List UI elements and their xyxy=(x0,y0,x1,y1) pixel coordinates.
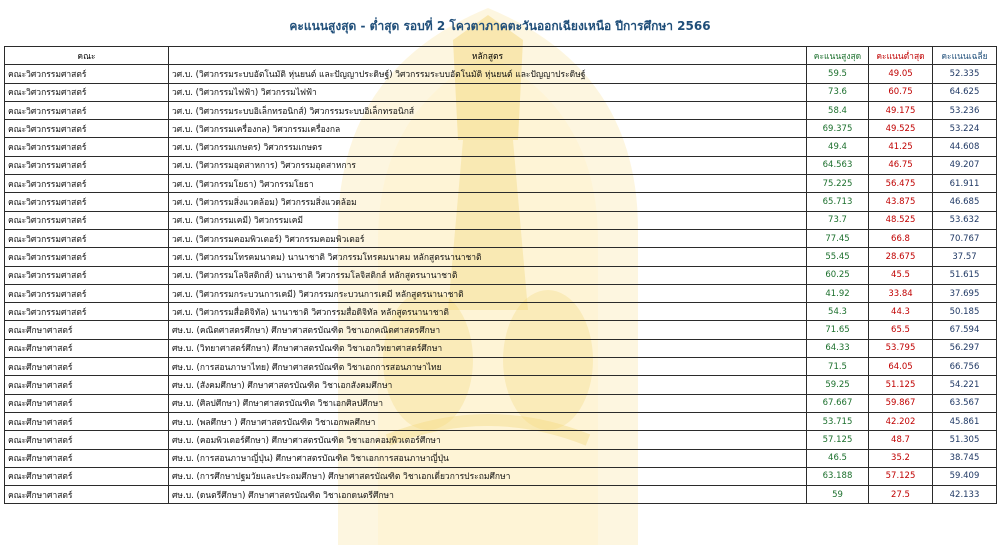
max-score-cell: 67.667 xyxy=(807,394,869,412)
faculty-cell: คณะศึกษาศาสตร์ xyxy=(5,486,169,504)
table-row xyxy=(5,486,997,504)
min-score-cell: 27.5 xyxy=(869,486,933,504)
table-row xyxy=(5,193,997,211)
avg-score-cell: 49.207 xyxy=(933,156,997,174)
faculty-cell: คณะวิศวกรรมศาสตร์ xyxy=(5,120,169,138)
program-cell: ศษ.บ. (การสอนภาษาไทย) ศึกษาศาสตรบัณฑิต วิชาเอกการสอนภาษาไทย xyxy=(169,358,807,376)
avg-score-cell: 51.305 xyxy=(933,431,997,449)
program-cell: วศ.บ. (วิศวกรรมโทรคมนาคม) นานาชาติ วิศวกรรมโทรคมนาคม หลักสูตรนานาชาติ xyxy=(169,248,807,266)
faculty-cell: คณะวิศวกรรมศาสตร์ xyxy=(5,138,169,156)
table-row xyxy=(5,229,997,247)
avg-score-cell: 66.756 xyxy=(933,358,997,376)
avg-score-cell: 45.861 xyxy=(933,412,997,430)
faculty-cell: คณะศึกษาศาสตร์ xyxy=(5,431,169,449)
table-header-row xyxy=(5,47,997,65)
table-body xyxy=(5,65,997,504)
program-cell: วศ.บ. (วิศวกรรมเกษตร) วิศวกรรมเกษตร xyxy=(169,138,807,156)
faculty-cell: คณะวิศวกรรมศาสตร์ xyxy=(5,175,169,193)
avg-score-cell: 63.567 xyxy=(933,394,997,412)
min-score-cell: 28.675 xyxy=(869,248,933,266)
faculty-cell: คณะศึกษาศาสตร์ xyxy=(5,449,169,467)
max-score-cell: 73.6 xyxy=(807,83,869,101)
table-row xyxy=(5,358,997,376)
avg-score-cell: 64.625 xyxy=(933,83,997,101)
min-score-cell: 33.84 xyxy=(869,284,933,302)
faculty-cell: คณะวิศวกรรมศาสตร์ xyxy=(5,229,169,247)
max-score-cell: 59.5 xyxy=(807,65,869,83)
max-score-cell: 41.92 xyxy=(807,284,869,302)
min-score-cell: 57.125 xyxy=(869,467,933,485)
avg-score-cell: 42.133 xyxy=(933,486,997,504)
max-score-cell: 60.25 xyxy=(807,266,869,284)
max-score-cell: 77.45 xyxy=(807,229,869,247)
program-cell: วศ.บ. (วิศวกรรมอุตสาหการ) วิศวกรรมอุตสาหการ xyxy=(169,156,807,174)
avg-score-cell: 46.685 xyxy=(933,193,997,211)
avg-score-cell: 51.615 xyxy=(933,266,997,284)
max-score-cell: 71.65 xyxy=(807,321,869,339)
min-score-cell: 51.125 xyxy=(869,376,933,394)
faculty-cell: คณะวิศวกรรมศาสตร์ xyxy=(5,193,169,211)
min-score-cell: 43.875 xyxy=(869,193,933,211)
min-score-cell: 53.795 xyxy=(869,339,933,357)
avg-score-cell: 54.221 xyxy=(933,376,997,394)
table-row xyxy=(5,120,997,138)
table-row xyxy=(5,248,997,266)
faculty-cell: คณะวิศวกรรมศาสตร์ xyxy=(5,101,169,119)
table-row xyxy=(5,467,997,485)
header-program: หลักสูตร xyxy=(169,47,807,65)
max-score-cell: 64.563 xyxy=(807,156,869,174)
score-table xyxy=(4,46,997,504)
avg-score-cell: 61.911 xyxy=(933,175,997,193)
min-score-cell: 49.05 xyxy=(869,65,933,83)
max-score-cell: 71.5 xyxy=(807,358,869,376)
faculty-cell: คณะวิศวกรรมศาสตร์ xyxy=(5,248,169,266)
max-score-cell: 49.4 xyxy=(807,138,869,156)
min-score-cell: 48.525 xyxy=(869,211,933,229)
table-row xyxy=(5,431,997,449)
avg-score-cell: 59.409 xyxy=(933,467,997,485)
avg-score-cell: 56.297 xyxy=(933,339,997,357)
avg-score-cell: 50.185 xyxy=(933,303,997,321)
avg-score-cell: 37.57 xyxy=(933,248,997,266)
table-row xyxy=(5,211,997,229)
min-score-cell: 59.867 xyxy=(869,394,933,412)
table-row xyxy=(5,156,997,174)
faculty-cell: คณะวิศวกรรมศาสตร์ xyxy=(5,211,169,229)
max-score-cell: 69.375 xyxy=(807,120,869,138)
avg-score-cell: 44.608 xyxy=(933,138,997,156)
program-cell: วศ.บ. (วิศวกรรมไฟฟ้า) วิศวกรรมไฟฟ้า xyxy=(169,83,807,101)
min-score-cell: 56.475 xyxy=(869,175,933,193)
program-cell: ศษ.บ. (คอมพิวเตอร์ศึกษา) ศึกษาศาสตรบัณฑิต วิชาเอกคอมพิวเตอร์ศึกษา xyxy=(169,431,807,449)
faculty-cell: คณะศึกษาศาสตร์ xyxy=(5,321,169,339)
faculty-cell: คณะวิศวกรรมศาสตร์ xyxy=(5,284,169,302)
max-score-cell: 54.3 xyxy=(807,303,869,321)
table-row xyxy=(5,376,997,394)
faculty-cell: คณะศึกษาศาสตร์ xyxy=(5,394,169,412)
program-cell: วศ.บ. (วิศวกรรมโลจิสติกส์) นานาชาติ วิศวกรรมโลจิสติกส์ หลักสูตรนานาชาติ xyxy=(169,266,807,284)
program-cell: ศษ.บ. (ศิลปศึกษา) ศึกษาศาสตรบัณฑิต วิชาเอกศิลปศึกษา xyxy=(169,394,807,412)
program-cell: ศษ.บ. (สังคมศึกษา) ศึกษาศาสตรบัณฑิต วิชาเอกสังคมศึกษา xyxy=(169,376,807,394)
faculty-cell: คณะวิศวกรรมศาสตร์ xyxy=(5,65,169,83)
faculty-cell: คณะวิศวกรรมศาสตร์ xyxy=(5,156,169,174)
table-row xyxy=(5,303,997,321)
header-max-score: คะแนนสูงสุด xyxy=(807,47,869,65)
program-cell: ศษ.บ. (การศึกษาปฐมวัยและประถมศึกษา) ศึกษาศาสตรบัณฑิต วิชาเอกเดี่ยวการประถมศึกษา xyxy=(169,467,807,485)
min-score-cell: 46.75 xyxy=(869,156,933,174)
program-cell: วศ.บ. (วิศวกรรมสิ่งแวดล้อม) วิศวกรรมสิ่งแวดล้อม xyxy=(169,193,807,211)
program-cell: วศ.บ. (วิศวกรรมโยธา) วิศวกรรมโยธา xyxy=(169,175,807,193)
avg-score-cell: 70.767 xyxy=(933,229,997,247)
avg-score-cell: 38.745 xyxy=(933,449,997,467)
table-row xyxy=(5,175,997,193)
min-score-cell: 60.75 xyxy=(869,83,933,101)
program-cell: ศษ.บ. (ดนตรีศึกษา) ศึกษาศาสตรบัณฑิต วิชาเอกดนตรีศึกษา xyxy=(169,486,807,504)
avg-score-cell: 37.695 xyxy=(933,284,997,302)
faculty-cell: คณะศึกษาศาสตร์ xyxy=(5,339,169,357)
min-score-cell: 49.175 xyxy=(869,101,933,119)
avg-score-cell: 67.594 xyxy=(933,321,997,339)
program-cell: วศ.บ. (วิศวกรรมเครื่องกล) วิศวกรรมเครื่องกล xyxy=(169,120,807,138)
table-row xyxy=(5,65,997,83)
max-score-cell: 57.125 xyxy=(807,431,869,449)
table-row xyxy=(5,394,997,412)
min-score-cell: 42.202 xyxy=(869,412,933,430)
max-score-cell: 55.45 xyxy=(807,248,869,266)
table-row xyxy=(5,412,997,430)
min-score-cell: 45.5 xyxy=(869,266,933,284)
max-score-cell: 59 xyxy=(807,486,869,504)
program-cell: ศษ.บ. (วิทยาศาสตร์ศึกษา) ศึกษาศาสตรบัณฑิต วิชาเอกวิทยาศาสตร์ศึกษา xyxy=(169,339,807,357)
faculty-cell: คณะศึกษาศาสตร์ xyxy=(5,376,169,394)
max-score-cell: 64.33 xyxy=(807,339,869,357)
program-cell: วศ.บ. (วิศวกรรมสื่อดิจิทัล) นานาชาติ วิศวกรรมสื่อดิจิทัล หลักสูตรนานาชาติ xyxy=(169,303,807,321)
faculty-cell: คณะศึกษาศาสตร์ xyxy=(5,358,169,376)
table-row xyxy=(5,449,997,467)
table-row xyxy=(5,83,997,101)
table-row xyxy=(5,266,997,284)
min-score-cell: 44.3 xyxy=(869,303,933,321)
program-cell: วศ.บ. (วิศวกรรมระบบอิเล็กทรอนิกส์) วิศวกรรมระบบอิเล็กทรอนิกส์ xyxy=(169,101,807,119)
max-score-cell: 73.7 xyxy=(807,211,869,229)
program-cell: ศษ.บ. (คณิตศาสตรศึกษา) ศึกษาศาสตรบัณฑิต วิชาเอกคณิตศาสตรศึกษา xyxy=(169,321,807,339)
table-row xyxy=(5,138,997,156)
page-title: คะแนนสูงสุด - ต่ำสุด รอบที่ 2 โควตาภาคตะวันออกเฉียงเหนือ ปีการศึกษา 2566 xyxy=(289,19,711,33)
min-score-cell: 41.25 xyxy=(869,138,933,156)
table-row xyxy=(5,101,997,119)
max-score-cell: 63.188 xyxy=(807,467,869,485)
faculty-cell: คณะวิศวกรรมศาสตร์ xyxy=(5,83,169,101)
program-cell: ศษ.บ. (พลศึกษา ) ศึกษาศาสตรบัณฑิต วิชาเอกพลศึกษา xyxy=(169,412,807,430)
header-avg-score: คะแนนเฉลี่ย xyxy=(933,47,997,65)
min-score-cell: 35.2 xyxy=(869,449,933,467)
min-score-cell: 66.8 xyxy=(869,229,933,247)
faculty-cell: คณะศึกษาศาสตร์ xyxy=(5,412,169,430)
header-faculty: คณะ xyxy=(5,47,169,65)
program-cell: วศ.บ. (วิศวกรรมเคมี) วิศวกรรมเคมี xyxy=(169,211,807,229)
table-row xyxy=(5,284,997,302)
min-score-cell: 48.7 xyxy=(869,431,933,449)
max-score-cell: 75.225 xyxy=(807,175,869,193)
faculty-cell: คณะวิศวกรรมศาสตร์ xyxy=(5,266,169,284)
program-cell: วศ.บ. (วิศวกรรมกระบวนการเคมี) วิศวกรรมกระบวนการเคมี หลักสูตรนานาชาติ xyxy=(169,284,807,302)
program-cell: ศษ.บ. (การสอนภาษาญี่ปุ่น) ศึกษาศาสตรบัณฑิต วิชาเอกการสอนภาษาญี่ปุ่น xyxy=(169,449,807,467)
min-score-cell: 64.05 xyxy=(869,358,933,376)
max-score-cell: 53.715 xyxy=(807,412,869,430)
min-score-cell: 49.525 xyxy=(869,120,933,138)
max-score-cell: 65.713 xyxy=(807,193,869,211)
max-score-cell: 46.5 xyxy=(807,449,869,467)
avg-score-cell: 53.632 xyxy=(933,211,997,229)
program-cell: วศ.บ. (วิศวกรรมระบบอัตโนมัติ หุ่นยนต์ และปัญญาประดิษฐ์) วิศวกรรมระบบอัตโนมัติ หุ่นยนต์ และปัญญาประดิษฐ์ xyxy=(169,65,807,83)
program-cell: วศ.บ. (วิศวกรรมคอมพิวเตอร์) วิศวกรรมคอมพิวเตอร์ xyxy=(169,229,807,247)
avg-score-cell: 53.236 xyxy=(933,101,997,119)
min-score-cell: 65.5 xyxy=(869,321,933,339)
avg-score-cell: 52.335 xyxy=(933,65,997,83)
table-row xyxy=(5,339,997,357)
max-score-cell: 58.4 xyxy=(807,101,869,119)
faculty-cell: คณะศึกษาศาสตร์ xyxy=(5,467,169,485)
max-score-cell: 59.25 xyxy=(807,376,869,394)
faculty-cell: คณะวิศวกรรมศาสตร์ xyxy=(5,303,169,321)
table-row xyxy=(5,321,997,339)
header-min-score: คะแนนต่ำสุด xyxy=(869,47,933,65)
avg-score-cell: 53.224 xyxy=(933,120,997,138)
